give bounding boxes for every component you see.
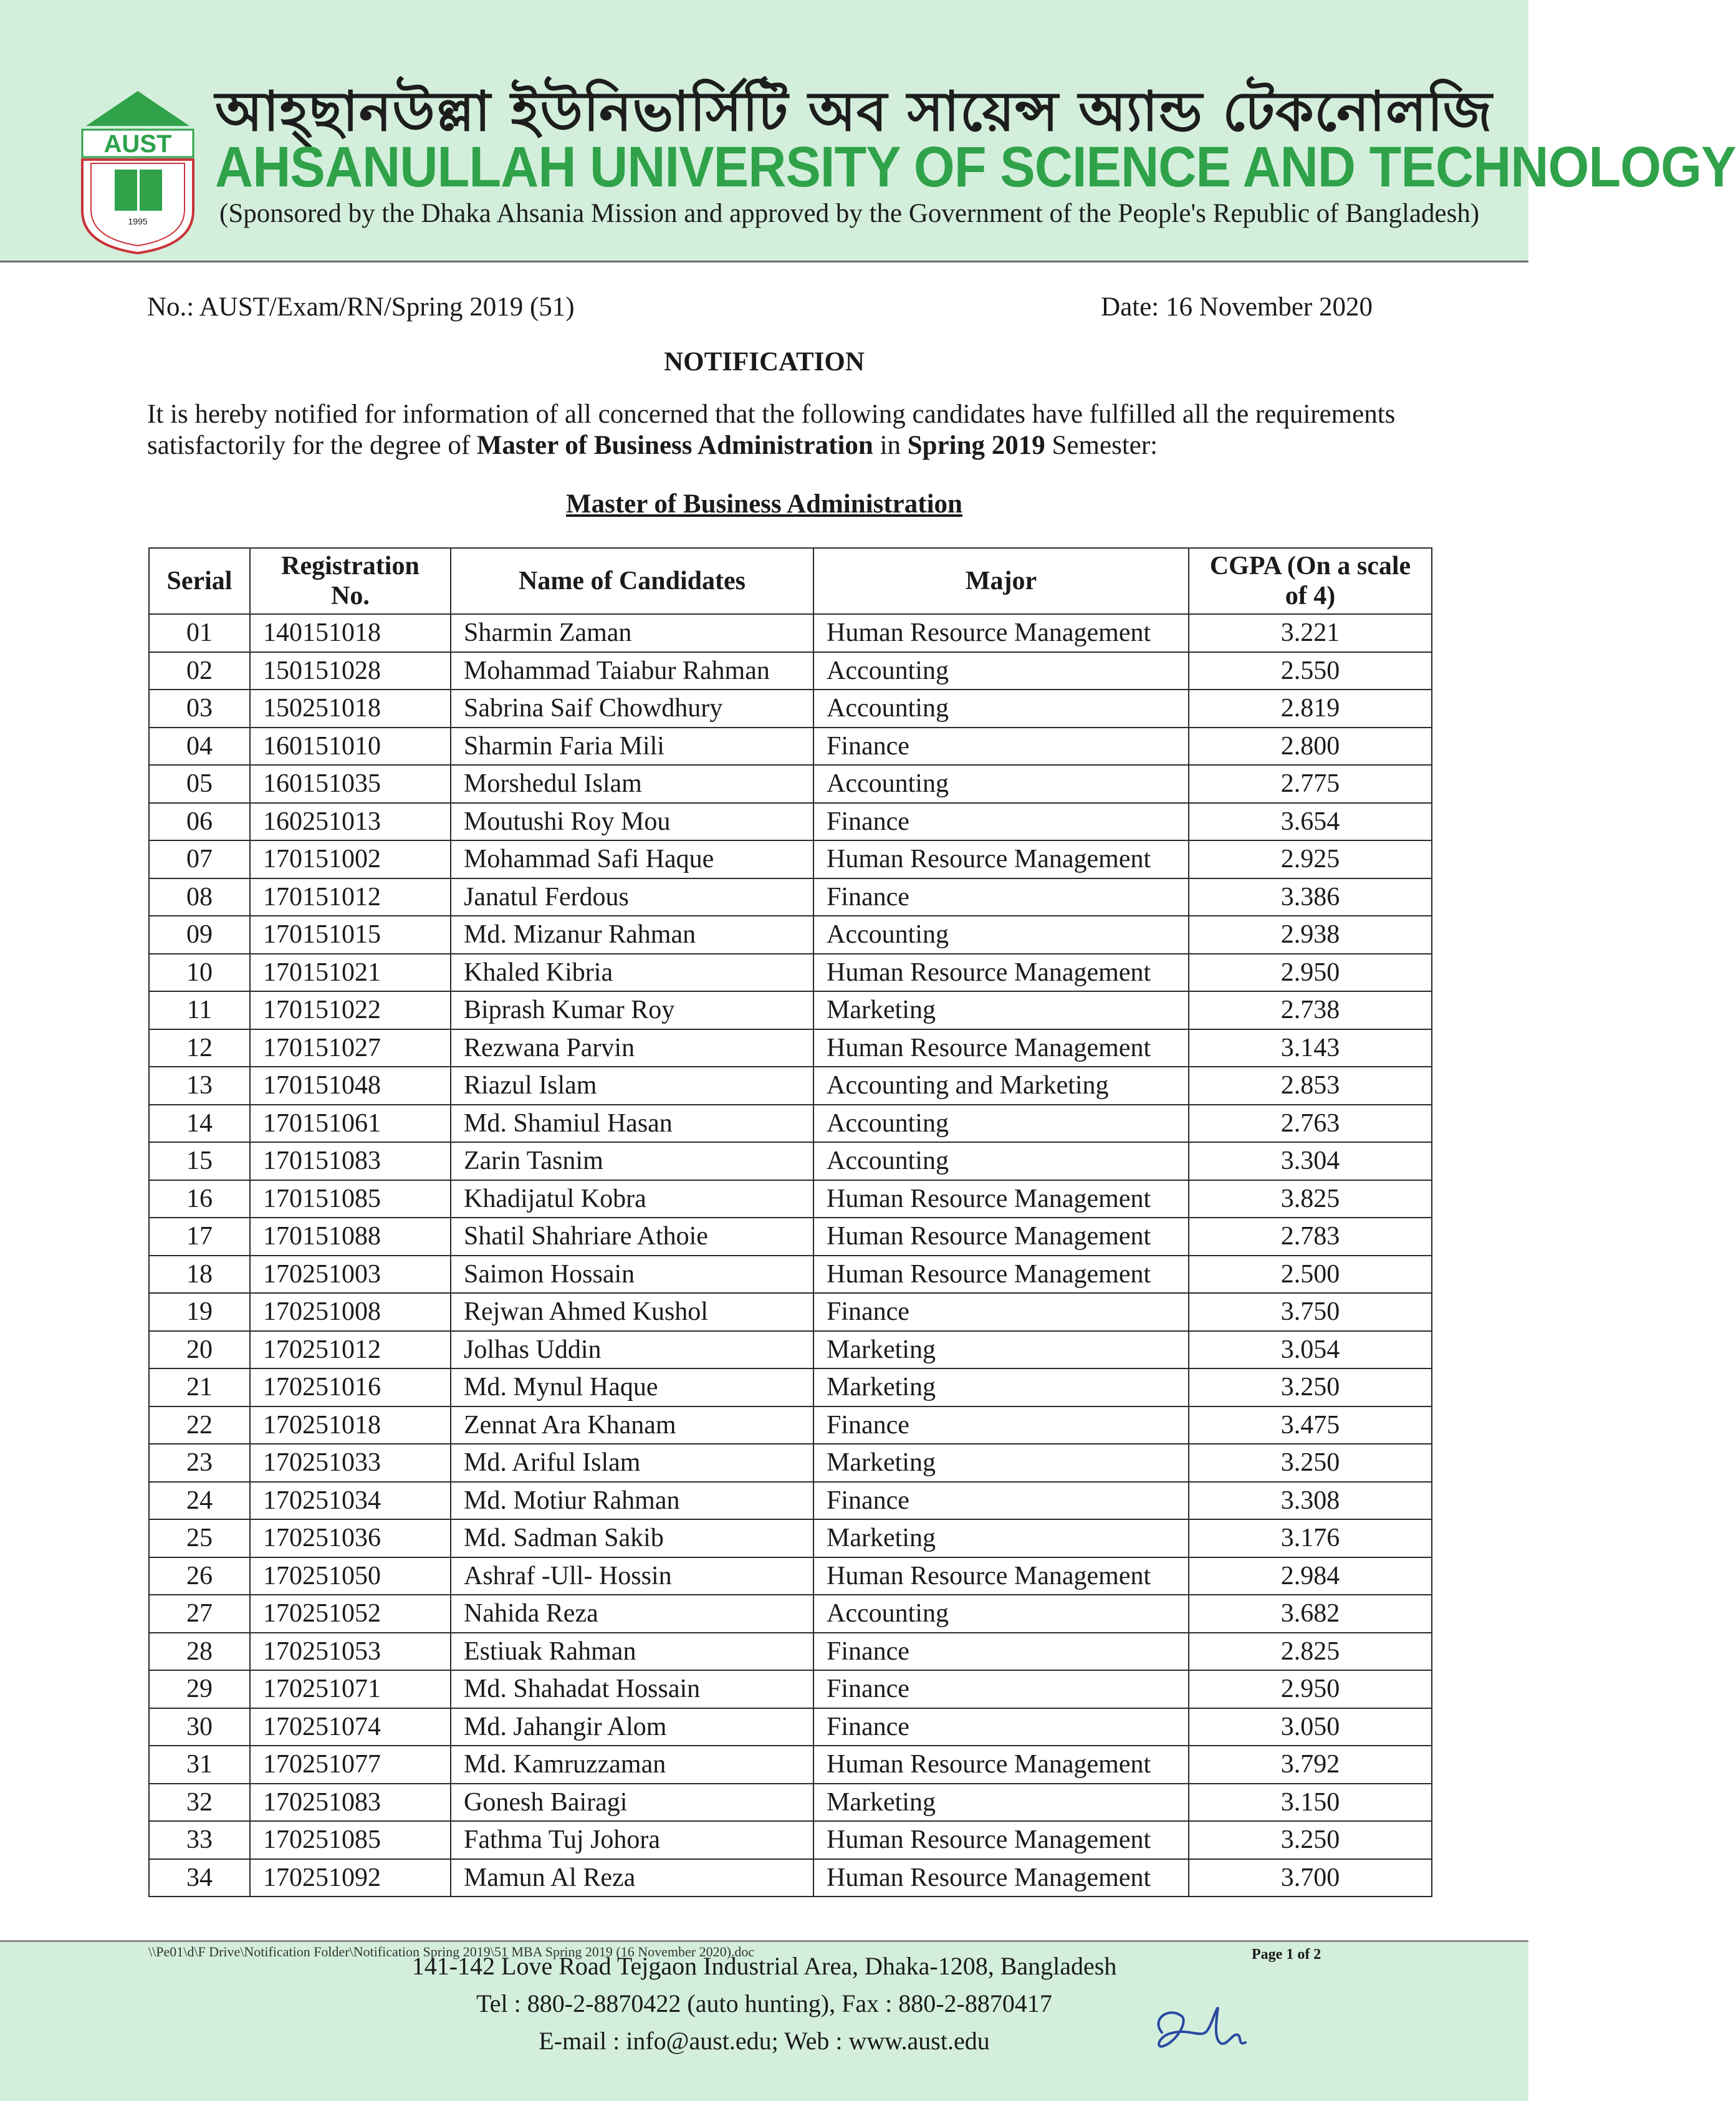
cgpa-cell: 3.700 (1189, 1859, 1432, 1897)
footer-address: 141-142 Love Road Tejgaon Industrial Area, Dhaka-1208, Bangladesh (411, 1952, 1117, 1980)
name-cell: Md. Motiur Rahman (451, 1482, 813, 1520)
registration-cell: 170251003 (250, 1256, 451, 1294)
serial-cell: 11 (149, 991, 250, 1029)
registration-cell: 170251053 (250, 1633, 451, 1671)
candidates-table (148, 547, 1432, 1897)
cgpa-cell: 2.783 (1189, 1218, 1432, 1256)
serial-cell: 29 (149, 1670, 250, 1708)
logo-year: 1995 (128, 216, 148, 226)
table-row (149, 1708, 1432, 1746)
table-row (149, 1859, 1432, 1897)
major-cell: Human Resource Management (813, 954, 1189, 992)
serial-cell: 33 (149, 1821, 250, 1859)
name-cell: Biprash Kumar Roy (451, 991, 813, 1029)
serial-cell: 19 (149, 1293, 250, 1331)
name-cell: Md. Shahadat Hossain (451, 1670, 813, 1708)
table-row (149, 1218, 1432, 1256)
registration-cell: 160151035 (250, 765, 451, 803)
book-icon (115, 170, 137, 211)
cgpa-cell: 2.738 (1189, 991, 1432, 1029)
name-cell: Md. Kamruzzaman (451, 1746, 813, 1784)
cgpa-cell: 3.250 (1189, 1821, 1432, 1859)
column-header-cgpa: CGPA (On a scale of 4) (1189, 548, 1432, 614)
name-cell: Fathma Tuj Johora (451, 1821, 813, 1859)
university-name-bangla: আহ্ছানউল্লা ইউনিভার্সিটি অব সায়েন্স অ্যান্ড টেকনোলজি (215, 79, 1493, 143)
name-cell: Md. Shamiul Hasan (451, 1105, 813, 1143)
registration-cell: 170251052 (250, 1595, 451, 1633)
registration-cell: 170151022 (250, 991, 451, 1029)
intro-text: Semester: (1045, 431, 1158, 460)
cgpa-cell: 3.143 (1189, 1029, 1432, 1067)
cgpa-cell: 3.054 (1189, 1331, 1432, 1369)
registration-cell: 170151027 (250, 1029, 451, 1067)
major-cell: Human Resource Management (813, 1557, 1189, 1595)
registration-cell: 170251074 (250, 1708, 451, 1746)
name-cell: Mohammad Taiabur Rahman (451, 652, 813, 690)
cgpa-cell: 3.250 (1189, 1444, 1432, 1482)
cgpa-cell: 2.984 (1189, 1557, 1432, 1595)
registration-cell: 170151088 (250, 1218, 451, 1256)
major-cell: Accounting (813, 765, 1189, 803)
cgpa-cell: 3.050 (1189, 1708, 1432, 1746)
serial-cell: 16 (149, 1180, 250, 1218)
serial-cell: 04 (149, 728, 250, 766)
table-row (149, 1746, 1432, 1784)
name-cell: Riazul Islam (451, 1067, 813, 1105)
serial-cell: 12 (149, 1029, 250, 1067)
table-row (149, 652, 1432, 690)
registration-cell: 160151010 (250, 728, 451, 766)
cgpa-cell: 3.475 (1189, 1406, 1432, 1445)
cgpa-cell: 2.763 (1189, 1105, 1432, 1143)
registration-cell: 170251092 (250, 1859, 451, 1897)
notice-date: Date: 16 November 2020 (1101, 292, 1373, 322)
table-row (149, 916, 1432, 954)
serial-cell: 23 (149, 1444, 250, 1482)
major-cell: Finance (813, 803, 1189, 841)
name-cell: Rezwana Parvin (451, 1029, 813, 1067)
table-row (149, 1633, 1432, 1671)
table-row (149, 1519, 1432, 1557)
university-name-english: AHSANULLAH UNIVERSITY OF SCIENCE AND TECHNOLOGY (215, 135, 1736, 199)
serial-cell: 25 (149, 1519, 250, 1557)
name-cell: Ashraf -Ull- Hossin (451, 1557, 813, 1595)
registration-cell: 170251034 (250, 1482, 451, 1520)
name-cell: Rejwan Ahmed Kushol (451, 1293, 813, 1331)
major-cell: Accounting (813, 652, 1189, 690)
name-cell: Sharmin Faria Mili (451, 728, 813, 766)
cgpa-cell: 2.925 (1189, 840, 1432, 878)
name-cell: Zennat Ara Khanam (451, 1406, 813, 1445)
major-cell: Accounting (813, 1142, 1189, 1180)
major-cell: Accounting and Marketing (813, 1067, 1189, 1105)
university-logo (79, 86, 197, 256)
name-cell: Md. Ariful Islam (451, 1444, 813, 1482)
name-cell: Gonesh Bairagi (451, 1784, 813, 1822)
table-heading: Master of Business Administration (566, 489, 962, 519)
major-cell: Finance (813, 878, 1189, 916)
table-row (149, 1444, 1432, 1482)
name-cell: Md. Mizanur Rahman (451, 916, 813, 954)
major-cell: Finance (813, 1293, 1189, 1331)
serial-cell: 06 (149, 803, 250, 841)
registration-cell: 170151015 (250, 916, 451, 954)
cgpa-cell: 2.853 (1189, 1067, 1432, 1105)
cgpa-cell: 2.938 (1189, 916, 1432, 954)
major-cell: Finance (813, 1708, 1189, 1746)
registration-cell: 170251033 (250, 1444, 451, 1482)
table-row (149, 690, 1432, 728)
serial-cell: 01 (149, 614, 250, 652)
major-cell: Human Resource Management (813, 1029, 1189, 1067)
serial-cell: 18 (149, 1256, 250, 1294)
column-header-serial: Serial (149, 548, 250, 614)
major-cell: Marketing (813, 991, 1189, 1029)
cgpa-cell: 2.550 (1189, 652, 1432, 690)
table-row (149, 1368, 1432, 1406)
logo-shield (82, 160, 193, 253)
table-row (149, 1406, 1432, 1445)
cgpa-cell: 2.819 (1189, 690, 1432, 728)
registration-cell: 170251085 (250, 1821, 451, 1859)
name-cell: Saimon Hossain (451, 1256, 813, 1294)
name-cell: Khadijatul Kobra (451, 1180, 813, 1218)
serial-cell: 28 (149, 1633, 250, 1671)
notice-intro (147, 399, 1450, 461)
major-cell: Accounting (813, 1595, 1189, 1633)
table-row (149, 1142, 1432, 1180)
registration-cell: 170251077 (250, 1746, 451, 1784)
major-cell: Finance (813, 1633, 1189, 1671)
registration-cell: 170151021 (250, 954, 451, 992)
table-row (149, 991, 1432, 1029)
footer-phone: Tel : 880-2-8870422 (auto hunting), Fax : 880-2-8870417 (476, 1989, 1052, 2017)
sponsor-line: (Sponsored by the Dhaka Ahsania Mission and approved by the Government of the People's Republic of Bangladesh) (219, 199, 1480, 228)
table-row (149, 1029, 1432, 1067)
name-cell: Md. Jahangir Alom (451, 1708, 813, 1746)
cgpa-cell: 3.386 (1189, 878, 1432, 916)
major-cell: Accounting (813, 690, 1189, 728)
serial-cell: 17 (149, 1218, 250, 1256)
cgpa-cell: 3.750 (1189, 1293, 1432, 1331)
cgpa-cell: 3.654 (1189, 803, 1432, 841)
table-row (149, 1293, 1432, 1331)
table-row (149, 765, 1432, 803)
major-cell: Finance (813, 1670, 1189, 1708)
major-cell: Finance (813, 728, 1189, 766)
cgpa-cell: 2.950 (1189, 1670, 1432, 1708)
registration-cell: 170151002 (250, 840, 451, 878)
name-cell: Mamun Al Reza (451, 1859, 813, 1897)
major-cell: Marketing (813, 1784, 1189, 1822)
table-row (149, 1180, 1432, 1218)
major-cell: Human Resource Management (813, 614, 1189, 652)
table-row (149, 614, 1432, 652)
column-header-registration: Registration No. (250, 548, 451, 614)
major-cell: Human Resource Management (813, 1218, 1189, 1256)
major-cell: Accounting (813, 916, 1189, 954)
name-cell: Sabrina Saif Chowdhury (451, 690, 813, 728)
logo-roof (86, 91, 189, 126)
cgpa-cell: 3.792 (1189, 1746, 1432, 1784)
cgpa-cell: 3.304 (1189, 1142, 1432, 1180)
intro-text: It is hereby notified for information of all concerned that the following candidates have fulfilled all the requirements satisfactorily for the degree of (147, 400, 1396, 460)
column-header-major: Major (813, 548, 1189, 614)
table-row (149, 1821, 1432, 1859)
table-row (149, 840, 1432, 878)
name-cell: Janatul Ferdous (451, 878, 813, 916)
table-row (149, 1105, 1432, 1143)
name-cell: Mohammad Safi Haque (451, 840, 813, 878)
serial-cell: 13 (149, 1067, 250, 1105)
major-cell: Human Resource Management (813, 1180, 1189, 1218)
table-row (149, 954, 1432, 992)
major-cell: Accounting (813, 1105, 1189, 1143)
name-cell: Md. Mynul Haque (451, 1368, 813, 1406)
cgpa-cell: 2.775 (1189, 765, 1432, 803)
registration-cell: 170151085 (250, 1180, 451, 1218)
cgpa-cell: 2.825 (1189, 1633, 1432, 1671)
serial-cell: 10 (149, 954, 250, 992)
major-cell: Human Resource Management (813, 840, 1189, 878)
serial-cell: 07 (149, 840, 250, 878)
table-row (149, 1670, 1432, 1708)
major-cell: Finance (813, 1482, 1189, 1520)
table-row (149, 1784, 1432, 1822)
serial-cell: 20 (149, 1331, 250, 1369)
serial-cell: 26 (149, 1557, 250, 1595)
major-cell: Marketing (813, 1331, 1189, 1369)
serial-cell: 27 (149, 1595, 250, 1633)
major-cell: Human Resource Management (813, 1859, 1189, 1897)
serial-cell: 22 (149, 1406, 250, 1445)
registration-cell: 170251018 (250, 1406, 451, 1445)
name-cell: Morshedul Islam (451, 765, 813, 803)
registration-cell: 150151028 (250, 652, 451, 690)
major-cell: Finance (813, 1406, 1189, 1445)
serial-cell: 03 (149, 690, 250, 728)
registration-cell: 170251012 (250, 1331, 451, 1369)
degree-name: Master of Business Administration (476, 431, 873, 460)
registration-cell: 170251083 (250, 1784, 451, 1822)
registration-cell: 170251036 (250, 1519, 451, 1557)
serial-cell: 31 (149, 1746, 250, 1784)
registration-cell: 140151018 (250, 614, 451, 652)
table-row (149, 1067, 1432, 1105)
signature-mark (1144, 1994, 1254, 2062)
semester-name: Spring 2019 (907, 431, 1045, 460)
registration-cell: 170151012 (250, 878, 451, 916)
logo-abbr: AUST (103, 130, 172, 158)
cgpa-cell: 2.950 (1189, 954, 1432, 992)
page-number: Page 1 of 2 (1252, 1946, 1321, 1963)
major-cell: Marketing (813, 1444, 1189, 1482)
serial-cell: 30 (149, 1708, 250, 1746)
serial-cell: 02 (149, 652, 250, 690)
name-cell: Md. Sadman Sakib (451, 1519, 813, 1557)
serial-cell: 15 (149, 1142, 250, 1180)
name-cell: Shatil Shahriare Athoie (451, 1218, 813, 1256)
registration-cell: 170151061 (250, 1105, 451, 1143)
table-header-row (149, 548, 1432, 614)
cgpa-cell: 2.800 (1189, 728, 1432, 766)
serial-cell: 09 (149, 916, 250, 954)
cgpa-cell: 3.308 (1189, 1482, 1432, 1520)
table-body (149, 614, 1432, 1897)
registration-cell: 170251016 (250, 1368, 451, 1406)
name-cell: Estiuak Rahman (451, 1633, 813, 1671)
registration-cell: 150251018 (250, 690, 451, 728)
cgpa-cell: 3.221 (1189, 614, 1432, 652)
file-path: \\Pe01\d\F Drive\Notification Folder\Notification Spring 2019\51 MBA Spring 2019 (16 November 2020).doc (148, 1944, 755, 1959)
table-row (149, 1482, 1432, 1520)
serial-cell: 32 (149, 1784, 250, 1822)
intro-text: in (873, 431, 908, 460)
table-row (149, 728, 1432, 766)
name-cell: Jolhas Uddin (451, 1331, 813, 1369)
table-row (149, 1557, 1432, 1595)
table-row (149, 878, 1432, 916)
registration-cell: 170251071 (250, 1670, 451, 1708)
footer-contact: E-mail : info@aust.edu; Web : www.aust.edu (539, 2027, 990, 2055)
name-cell: Sharmin Zaman (451, 614, 813, 652)
notice-heading: NOTIFICATION (664, 347, 865, 377)
serial-cell: 34 (149, 1859, 250, 1897)
name-cell: Nahida Reza (451, 1595, 813, 1633)
cgpa-cell: 3.250 (1189, 1368, 1432, 1406)
registration-cell: 170251008 (250, 1293, 451, 1331)
column-header-name: Name of Candidates (451, 548, 813, 614)
serial-cell: 14 (149, 1105, 250, 1143)
reference-number: No.: AUST/Exam/RN/Spring 2019 (51) (147, 292, 575, 322)
serial-cell: 08 (149, 878, 250, 916)
cgpa-cell: 3.176 (1189, 1519, 1432, 1557)
table-row (149, 1256, 1432, 1294)
registration-cell: 160251013 (250, 803, 451, 841)
registration-cell: 170251050 (250, 1557, 451, 1595)
major-cell: Marketing (813, 1519, 1189, 1557)
table-row (149, 1331, 1432, 1369)
registration-cell: 170151083 (250, 1142, 451, 1180)
serial-cell: 21 (149, 1368, 250, 1406)
cgpa-cell: 3.682 (1189, 1595, 1432, 1633)
table-row (149, 803, 1432, 841)
serial-cell: 24 (149, 1482, 250, 1520)
major-cell: Human Resource Management (813, 1256, 1189, 1294)
name-cell: Moutushi Roy Mou (451, 803, 813, 841)
name-cell: Khaled Kibria (451, 954, 813, 992)
name-cell: Zarin Tasnim (451, 1142, 813, 1180)
major-cell: Marketing (813, 1368, 1189, 1406)
cgpa-cell: 3.825 (1189, 1180, 1432, 1218)
registration-cell: 170151048 (250, 1067, 451, 1105)
table-row (149, 1595, 1432, 1633)
major-cell: Human Resource Management (813, 1746, 1189, 1784)
cgpa-cell: 2.500 (1189, 1256, 1432, 1294)
major-cell: Human Resource Management (813, 1821, 1189, 1859)
cgpa-cell: 3.150 (1189, 1784, 1432, 1822)
serial-cell: 05 (149, 765, 250, 803)
